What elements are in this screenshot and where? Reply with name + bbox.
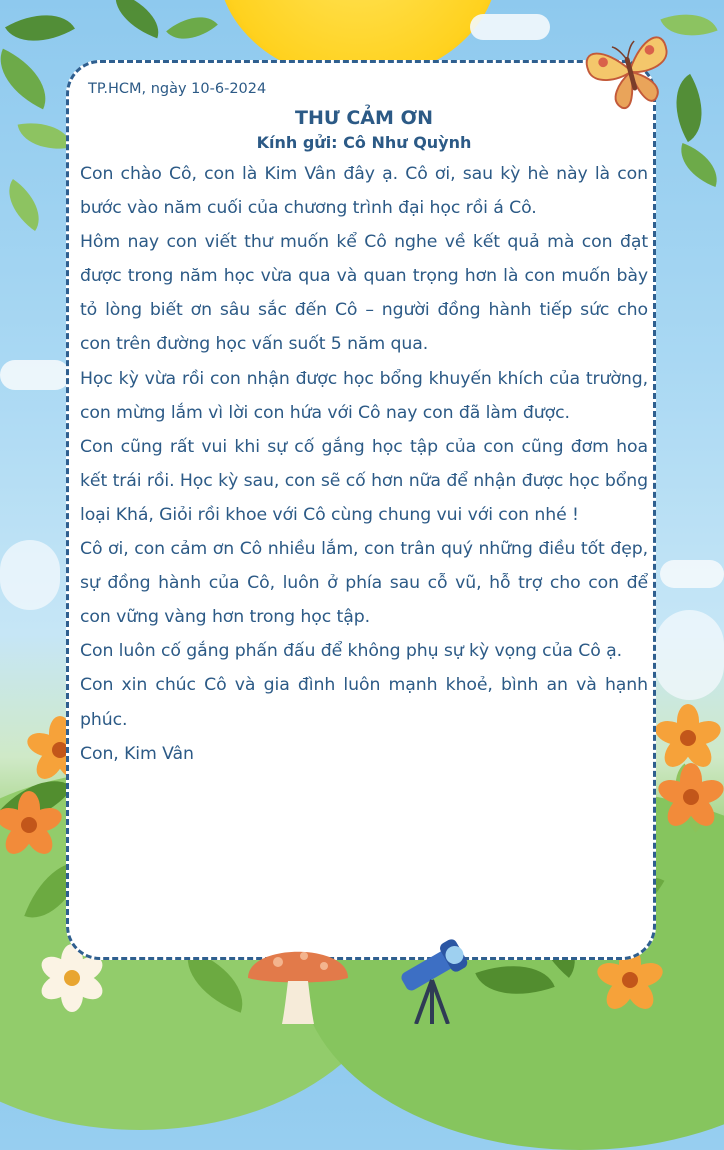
cloud-decoration <box>470 14 550 40</box>
flower-icon <box>4 800 54 850</box>
butterfly-icon <box>582 22 678 118</box>
leaf-icon <box>672 143 724 187</box>
telescope-icon <box>392 928 472 1024</box>
letter-paragraph: Con cũng rất vui khi sự cố gắng học tập của con cũng đơm hoa kết trái rồi. Học kỳ sau, con sẽ cố hơn nữa để nhận được học bổng loại Khá, Giỏi rồi khoe với Cô cùng chung vui với con nhé ! <box>80 436 648 525</box>
letter-paragraph: Hôm nay con viết thư muốn kể Cô nghe về kết quả mà con đạt được trong năm học vừa qua và quan trọng hơn là con muốn bày tỏ lòng biết ơn sâu sắc đến Cô – người đồng hành tiếp sức cho con trên đường học vấn suốt 5 năm qua. <box>80 232 648 355</box>
letter-body <box>80 157 648 771</box>
letter-paragraph: Cô ơi, con cảm ơn Cô nhiều lắm, con trân quý những điều tốt đẹp, sự đồng hành của Cô, luôn ở phía sau cỗ vũ, hỗ trợ cho con để con vững vàng hơn trong học tập. <box>80 539 648 628</box>
letter-title: THƯ CẢM ƠN <box>294 107 434 129</box>
letter-date: TP.HCM, ngày 10-6-2024 <box>88 81 267 97</box>
flower-icon <box>664 770 718 824</box>
leaf-icon <box>18 116 73 156</box>
leaf-icon <box>5 0 75 59</box>
cloud-decoration <box>660 560 724 588</box>
leaf-icon <box>0 49 59 110</box>
cloud-decoration <box>0 540 60 610</box>
flower-icon <box>660 710 716 766</box>
leaf-icon <box>166 3 218 53</box>
letter-paragraph: Con xin chúc Cô và gia đình luôn mạnh khoẻ, bình an và hạnh phúc. <box>80 675 648 730</box>
mushroom-icon <box>238 928 358 1024</box>
letter-paragraph: Con luôn cố gắng phấn đấu để không phụ sự kỳ vọng của Cô ạ. <box>80 641 623 662</box>
cloud-decoration <box>655 610 724 700</box>
cloud-decoration <box>0 360 70 390</box>
leaf-icon <box>0 179 52 231</box>
letter-paragraph: Học kỳ vừa rồi con nhận được học bổng khuyến khích của trường, con mừng lắm vì lời con hứa với Cô nay con đã làm được. <box>80 368 648 423</box>
leaf-icon <box>106 0 167 38</box>
letter-content <box>80 78 648 771</box>
letter-recipient: Kính gửi: Cô Như Quỳnh <box>256 133 472 152</box>
letter-signature: Con, Kim Vân <box>80 743 194 764</box>
letter-paragraph: Con chào Cô, con là Kim Vân đây ạ. Cô ơi, sau kỳ hè này là con bước vào năm cuối của chương trình đại học rồi á Cô. <box>80 164 648 219</box>
